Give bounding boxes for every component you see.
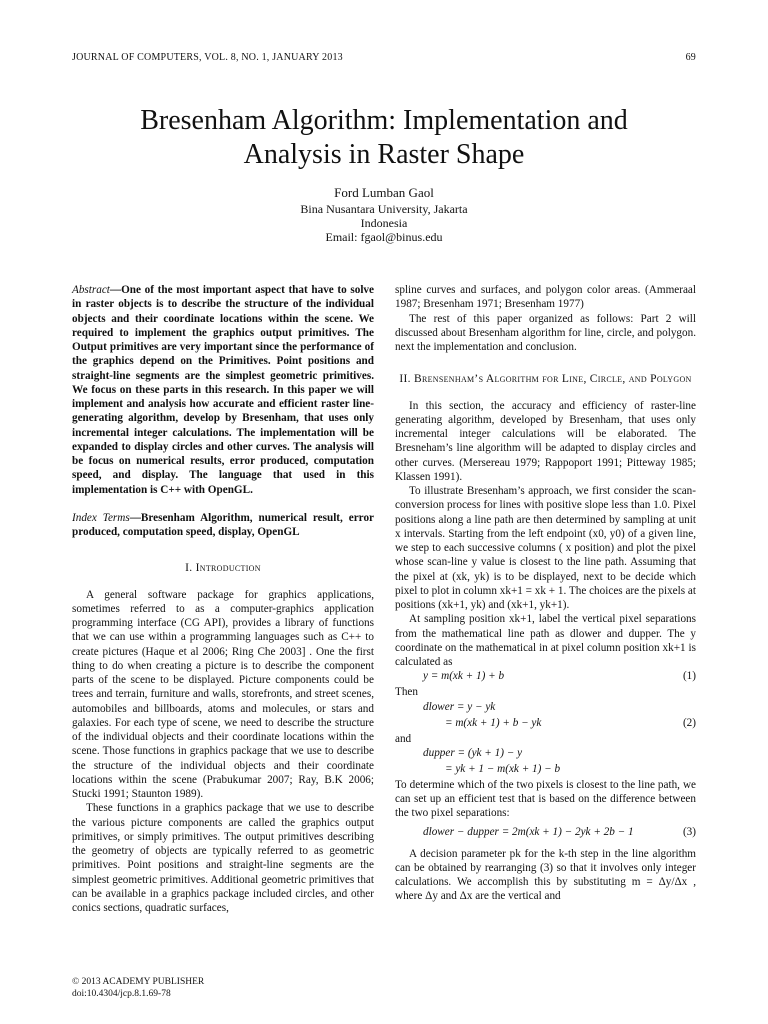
equation-3 — [395, 825, 696, 841]
author-country: Indonesia — [360, 216, 408, 230]
left-column — [72, 283, 374, 915]
and-label: and — [395, 732, 412, 745]
equation-3-number: (3) — [682, 825, 696, 838]
doi: doi:10.4304/jcp.8.1.69-78 — [72, 989, 171, 999]
right-column — [395, 283, 696, 904]
running-header — [72, 52, 696, 63]
page-number: 69 — [685, 52, 696, 63]
equation-2a — [395, 700, 696, 716]
outline-paragraph: The rest of this paper organized as follows: Part 2 will discussed about Bresenham algorithm for line, circle, and polygon. next the implementation and conclusion. — [395, 312, 696, 353]
intro-paragraph-1: A general software package for graphics applications, sometimes referred to as a computer-graphics application programming interface (CG API), provides a library of functions that we can use within a programming languages such as C++ to create pictures (Haque et al 2006; Ring Che 2003] . One the first thing to do when creating a picture is to describe the component parts of the scene to be displayed. Picture components could be trees and terrain, furniture and walls, storefronts, and street scenes, automobiles and billboards, atoms and molecules, or stars and galaxies. For each type of scene, we need to describe the structure of the individual objects and their coordinate locations within the scene. Those functions in graphics package that we use to describe the structure of the individual objects and their coordinate locations within the scene (Prabukumar 2007; Ray, B.K 2006; Stucki 1991; Staunton 1989). — [72, 588, 374, 800]
abstract — [72, 283, 374, 497]
author-affiliation: Bina Nusantara University, Jakarta — [300, 202, 468, 216]
author-name: Ford Lumban Gaol — [334, 185, 434, 200]
section-heading-bresenham: II. Brensenham’s Algorithm for Line, Circle, and Polygon — [399, 373, 692, 386]
author-email: Email: fgaol@binus.edu — [325, 230, 443, 244]
equation-2b — [395, 716, 696, 732]
section2-paragraph-3: At sampling position xk+1, label the vertical pixel separations from the mathematical line path as dlower and dupper. The y coordinate on the mathematical in at pixel column position xk+1 is calculated as — [395, 613, 696, 668]
equation-3b-text: = yk + 1 − m(xk + 1) − b — [445, 762, 561, 775]
equation-2b-text: = m(xk + 1) + b − yk — [445, 716, 542, 729]
section-heading-introduction: I. Introduction — [185, 562, 261, 575]
continued-paragraph: spline curves and surfaces, and polygon color areas. (Ammeraal 1987; Bresenham 1971; Bresenham 1977) — [395, 284, 696, 311]
section2-paragraph-1: In this section, the accuracy and efficiency of raster-line generating algorithm, developed by Bresenham, that uses only incremental integer calculations will be elaborated. The Bresneham’s line algorithm will be adapted to display circles and other curves. (Mersereau 1979; Rappoport 1991; Pitteway 1985; Klassen 1991). — [395, 399, 696, 483]
equation-1-text: y = m(xk + 1) + b — [423, 670, 505, 683]
title-line-1: Bresenham Algorithm: Implementation and — [140, 105, 628, 136]
index-terms — [72, 511, 374, 540]
journal-name: JOURNAL OF COMPUTERS, VOL. 8, NO. 1, JANUARY 2013 — [72, 52, 343, 63]
paper-title — [72, 104, 696, 172]
equation-3a — [395, 746, 696, 762]
section2-paragraph-5: A decision parameter pk for the k-th step in the line algorithm can be obtained by rearranging (3) so that it involves only integer calculations. We accomplish this by substituting m = Δy/Δx , where Δy and Δx are the vertical and — [395, 847, 696, 903]
section2-paragraph-2: To illustrate Bresenham’s approach, we first consider the scan-conversion process for lines with positive slope less than 1.0. Pixel positions along a line path are then determined by sampling at unit x intervals. Starting from the left endpoint (x0, y0) of a given line, we step to each successive columns ( x position) and plot the pixel whose scan-line y value is closest to the line path. Assuming that the pixel at (xk, yk) is to be displayed, next to be decide which pixel to plot in column xk+1 = xk + 1. The choices are the pixels at positions (xk+1, yk) and (xk+1, yk+1). — [395, 485, 696, 611]
page-footer — [72, 976, 204, 1000]
equation-3-text: dlower − dupper = 2m(xk + 1) − 2yk + 2b − 1 — [423, 825, 634, 838]
equation-1-number: (1) — [682, 670, 696, 683]
equation-3a-text: dupper = (yk + 1) − y — [423, 746, 523, 759]
author-block — [72, 186, 696, 244]
section2-paragraph-4: To determine which of the two pixels is closest to the line path, we can set up an efficient test that is based on the difference between the two pixel separations: — [395, 778, 696, 820]
abstract-text: —One of the most important aspect that have to solve in raster objects is to describe the structure of the individual objects and their coordinate locations within the scene. We required to implement the graphics output primitives. The Output primitives are very important since the performance of the graphics depend on the Primitives. Point positions and straight-line segments are the simplest geometric primitives. We focus on these parts in this research. In this paper we will implement and analysis how accurate and efficient raster line-generating algorithm, develop by Bresenham, that uses only incremental integer calculations. The implementation will be expanded to display circles and other curves. The analysis will be focus on numerical results, error produced, computation speed, and display. The language that used in this implementation is C++ with OpenGL. — [72, 284, 374, 496]
then-label: Then — [395, 686, 418, 699]
abstract-label: Abstract — [72, 284, 110, 296]
equation-1 — [395, 669, 696, 685]
title-line-2: Analysis in Raster Shape — [243, 139, 525, 170]
index-terms-label: Index Terms — [72, 511, 130, 524]
equation-3b — [395, 762, 696, 778]
intro-paragraph-2: These functions in a graphics package that we use to describe the various picture components are called the graphics output primitives, or simply primitives. The output primitives describing the geometry of objects are typically referred to as geometric primitives. Point positions and straight-line segments are the simplest geometric primitives. Additional geometric primitives that can be available in a graphics package included circles, and other conics sections, quadratic surfaces, — [72, 802, 374, 914]
equation-2a-text: dlower = y − yk — [423, 700, 496, 713]
index-terms-text: —Bresenham Algorithm, numerical result, error produced, computation speed, display, OpenGL — [72, 511, 375, 538]
equation-2-number: (2) — [682, 716, 696, 729]
copyright-notice: © 2013 ACADEMY PUBLISHER — [72, 977, 205, 987]
